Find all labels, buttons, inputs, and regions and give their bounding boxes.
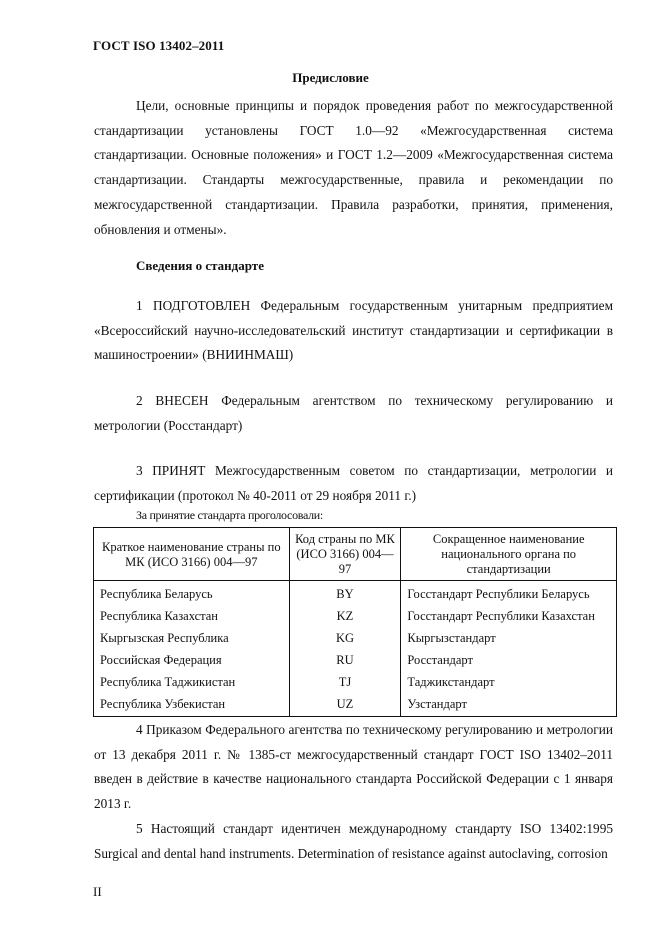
table-row [94,581,617,606]
preface-title: Предисловие [292,70,369,85]
country-cell: Кыргызская Республика [94,627,290,649]
column-header-code: Код страны по МК (ИСО 3166) 004—97 [289,528,401,581]
table-row [94,671,617,693]
votes-table-header-row [94,528,617,581]
item-3-paragraph: 3 ПРИНЯТ Межгосударственным советом по стандартизации, метрологии и сертификации (протокол № 40-2011 от 29 ноября 2011 г.) [94,463,613,503]
item-2-paragraph: 2 ВНЕСЕН Федеральным агентством по техническому регулированию и метрологии (Росстандарт) [94,393,613,433]
standard-info-heading: Сведения о стандарте [136,258,264,273]
national-body-cell: Узстандарт [401,693,617,717]
code-cell: BY [289,581,401,606]
country-cell: Республика Таджикистан [94,671,290,693]
column-header-country: Краткое наименование страны по МК (ИСО 3166) 004—97 [94,528,290,581]
code-cell: RU [289,649,401,671]
table-row [94,693,617,717]
column-header-national-body: Сокращенное наименование национального органа по стандартизации [401,528,617,581]
national-body-cell: Госстандарт Республики Казахстан [401,605,617,627]
table-row [94,627,617,649]
national-body-cell: Росстандарт [401,649,617,671]
national-body-cell: Госстандарт Республики Беларусь [401,581,617,606]
code-cell: UZ [289,693,401,717]
preface-intro-paragraph: Цели, основные принципы и порядок проведения работ по межгосударственной стандартизации установлены ГОСТ 1.0—92 «Межгосударственная система стандартизации. Основные положения» и ГОСТ 1.2—2009 «Межгосударственная система стандартизации. Стандарты межгосударственные, правила и рекомендации по межгосударственной стандартизации. Правила разработки, принятия, применения, обновления и отмены». [94,98,613,237]
item-1-paragraph: 1 ПОДГОТОВЛЕН Федеральным государственным унитарным предприятием «Всероссийский научно-исследовательский институт стандартизации и сертификации в машиностроении» (ВНИИНМАШ) [94,298,613,363]
item-4-paragraph: 4 Приказом Федерального агентства по техническому регулированию и метрологии от 13 декабря 2011 г. № 1385-ст межгосударственный стандарт ГОСТ ISO 13402–2011 введен в действие в качестве национального стандарта Российской Федерации с 1 января 2013 г. [94,722,613,812]
item-5-paragraph: 5 Настоящий стандарт идентичен международному стандарту ISO 13402:1995 Surgical and dental hand instruments. Determination of resistance against autoclaving, corrosion [94,821,613,861]
table-row [94,649,617,671]
code-cell: TJ [289,671,401,693]
votes-table [93,527,617,717]
country-cell: Российская Федерация [94,649,290,671]
vote-note: За принятие стандарта проголосовали: [136,508,323,522]
country-cell: Республика Узбекистан [94,693,290,717]
table-row [94,605,617,627]
national-body-cell: Кыргызстандарт [401,627,617,649]
document-id-header: ГОСТ ISO 13402–2011 [93,38,225,53]
country-cell: Республика Беларусь [94,581,290,606]
code-cell: KG [289,627,401,649]
page-number: II [93,884,102,899]
code-cell: KZ [289,605,401,627]
country-cell: Республика Казахстан [94,605,290,627]
national-body-cell: Таджикстандарт [401,671,617,693]
